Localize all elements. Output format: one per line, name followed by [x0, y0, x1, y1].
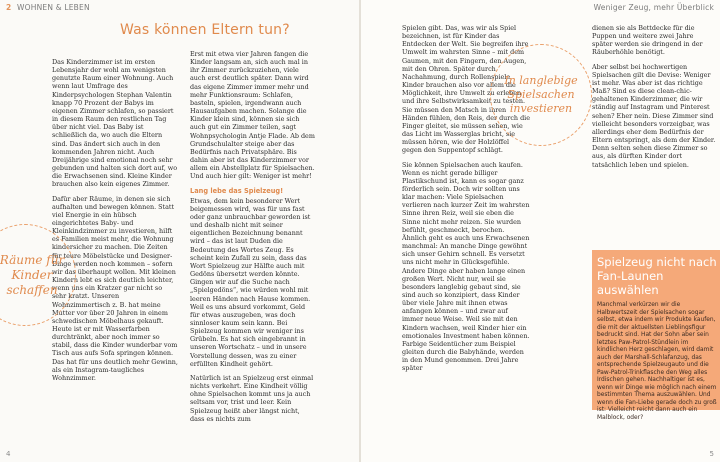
paragraph: Aber selbst bei hochwertigen Spielsachen gilt die Devise: Weniger ist mehr. Was aber ist das richtige Maß? Sind es diese clean-chic-gehaltenen Kinderzimmer, die wir ständig auf Instagram und Pinterest sehen? Eher nein. Diese Zimmer sind vielleicht besonders vorzeigbar, was allerdings eher dem Bedürfnis der Eltern entspringt, als dem der Kinder. Denn selten sehen diese Zimmer so aus, als dürften Kinder dort tatsächlich leben und spielen. [592, 62, 716, 169]
paragraph: Das Kinderzimmer ist im ersten Lebensjahr der wohl am wenigsten genutzte Raum einer Wohnung. Auch wenn laut Umfrage des Kinderpsychologen Stephan Valentin knapp 70 Prozent der Babys im eigenen Zimmer schlafen, so passiert in diesem Raum den restlichen Tag über nicht viel. Das Baby ist schließlich da, wo auch die Eltern sind. Das ändert sich auch in den kommenden Jahren nicht. Auch Dreijährige sind emotional noch sehr gebunden und halten sich dort auf, wo die Erwachsenen sind. Kleine Kinder brauchen also kein eigenes Zimmer. [52, 58, 178, 189]
info-box-title: Spielzeug nicht nach Fan-Launen auswählen [597, 255, 717, 297]
paragraph: Sie können Spielsachen auch kaufen. Wenn es nicht gerade billiger Plastikschund ist, kann es sogar ganz förderlich sein. Doch wir sollten uns klar machen: Viele Spielsachen verlieren nach kurzer Zeit im wahrsten Sinne ihren Reiz, weil sie eben die Sinne nicht mehr reizen. Sie wurden befühlt, geschmeckt, berochen. Ähnlich geht es auch uns Erwachsenen manchmal: An manche Dinge gewöhnt sich unser Gehirn schnell. Es versetzt uns nicht mehr in Glücksgefühle. Andere Dinge aber haben lange einen großen Wert. Nicht nur, weil sie besonders langlebig gebaut sind, sie sind auch so konzipiert, dass Kinder über viele Jahre mit ihnen etwas anfangen können – und zwar auf immer neue Weise. Weil sie mit den Kindern wachsen, weil Kinder hier ein emotionales Investment haben können. Farbige Seidentücher zum Beispiel gleiten durch die Babyhände, werden in den Mund genommen. Drei Jahre später [402, 160, 530, 373]
pull-quote-right-text: In langlebige Spielsachen investieren [504, 74, 578, 115]
chapter-title: WOHNEN & LEBEN [17, 3, 90, 12]
header-left [6, 3, 90, 12]
pull-quote-left-text: Räume für Kinder schaffen [0, 252, 65, 297]
pull-quote-right [490, 44, 592, 146]
paragraph: Spielen gibt. Das, was wir als Spiel bezeichnen, ist für Kinder das Entdecken der Welt. Sie begreifen ihre Umwelt im wahrsten Sinne – mit dem Gaumen, mit den Fingern, den Augen, mit den Ohren. Später durch Nachahmung, durch Rollenspiele. Kinder brauchen also vor allem die Möglichkeit, ihre Umwelt zu erleben und ihre Selbstwirksamkeit zu testen. Sie müssen den Matsch in ihren Händen fühlen, den Reis, der durch die Finger gleitet, sie müssen sehen, wie das Licht im Wasserglas bricht, sie müssen hören, wie der Holzlöffel gegen den Suppentopf schlägt. [402, 24, 530, 155]
page-number-left: 4 [6, 450, 11, 458]
paragraph: Etwas, dem kein besonderer Wert beigemessen wird, was für uns fast oder ganz unbrauchbar geworden ist und deshalb nicht mit seiner eigentlichen Bezeichnung benannt wird – das ist laut Duden die Bedeutung des Wortes Zeug. Es scheint kein Zufall zu sein, dass das Wort Spielzeug zur Hälfte auch mit Gedöns übersetzt werden könnte. Gingen wir auf die Suche nach „Spielgedöns“, wie würden wohl mit leeren Händen nach Hause kommen. Weil es uns absurd vorkommt, Geld für etwas auszugeben, was doch sinnloser kaum sein kann. Bei Spielzeug kommen wir weniger ins Grübeln. Es hat sich eingebrannt in unseren Wortschatz – und in unsere Vorstellung dessen, was zu einer erfüllten Kindheit gehört. [190, 196, 311, 368]
header-right: Weniger Zeug, mehr Überblick [593, 3, 714, 12]
info-box-text: Manchmal verkürzen wir die Halbwertszeit der Spielsachen sogar selbst, etwa indem wir Produkte kaufen, die mit der aktuellsten Lieblingsfigur bedruckt sind. Hat der Sohn aber sein letztes Paw-Patrol-Stündlein im kindlichen Herz geschlagen, wird damit auch der Marshall-Schlafanzug, das entsprechende Spielzeugauto und die Paw-Patrol-Trinkflasche den Weg alles Irdischen gehen. Nachhaltiger ist es, wenn wir Dinge wie möglich nach einem bestimmten Thema auszuwählen. Und wenn die Fan-Liebe gerade doch zu groß ist: Vielleicht reicht dann auch ein Malblock, oder? [597, 302, 717, 421]
column-1 [52, 58, 178, 388]
column-4 [592, 24, 716, 175]
paragraph: Dafür aber Räume, in denen sie sich aufhalten und bewegen können. Statt viel Energie in ein hübsch eingerichtetes Baby- und Kleinkindzimmer zu investieren, hilft es Familien meist mehr, die Wohnung kindersicher zu machen. Die Zeiten für teure Möbelstücke und Designer-Dinge werden noch kommen – sofern wir das überhaupt wollen. Mit kleinen Kindern lebt es sich deutlich leichter, wenn uns ein Kratzer gar nicht so sehr kratzt. Unseren Wohnzimmertisch z. B. hat meine Mutter vor über 20 Jahren in einem schwedischen Möbelhaus gekauft. Heute ist er mit Wasserfarben durchtränkt, aber noch immer so stabil, dass die Kinder wunderbar vom Tisch aus aufs Sofa springen können. Das hat für uns deutlich mehr Gewinn, als ein Instagram-taugliches Wohnzimmer. [52, 194, 178, 382]
page-number-right: 5 [709, 450, 714, 458]
paragraph: Erst mit etwa vier Jahren fangen die Kinder langsam an, sich auch mal in ihr Zimmer zurückzuziehen, viele auch erst deutlich später. Dann wird das eigene Zimmer immer mehr und mehr Funktionsraum: Schlafen, basteln, spielen, irgendwann auch Hausaufgaben machen. Solange die Kinder klein sind, können sie sich auch gut ein Zimmer teilen, sagt Wohnpsychologin Antje Flade. Ab dem Grundschulalter steige aber das Bedürfnis nach Privatsphäre. Bis dahin aber ist das Kinderzimmer vor allem ein Abstellplatz für Spielsachen. Und auch hier gilt: Weniger ist mehr! [190, 50, 315, 181]
section-title: Was können Eltern tun? [120, 22, 290, 38]
paragraph: Natürlich ist an Spielzeug erst einmal nichts verkehrt. Eine Kindheit völlig ohne Spielsachen kommt uns ja auch seltsam vor, trist und leer. Kein Spielzeug heißt aber längst nicht, dass es nichts zum [190, 373, 314, 423]
column-2 [190, 50, 316, 429]
subheading: Lang lebe das Spielzeug! [190, 186, 284, 195]
paragraph: dienen sie als Bettdecke für die Puppen und weitere zwei Jahre später werden sie dringend in der Räuberhöhle benötigt. [592, 24, 703, 57]
gutter [359, 0, 361, 462]
chapter-number: 2 [6, 3, 12, 12]
